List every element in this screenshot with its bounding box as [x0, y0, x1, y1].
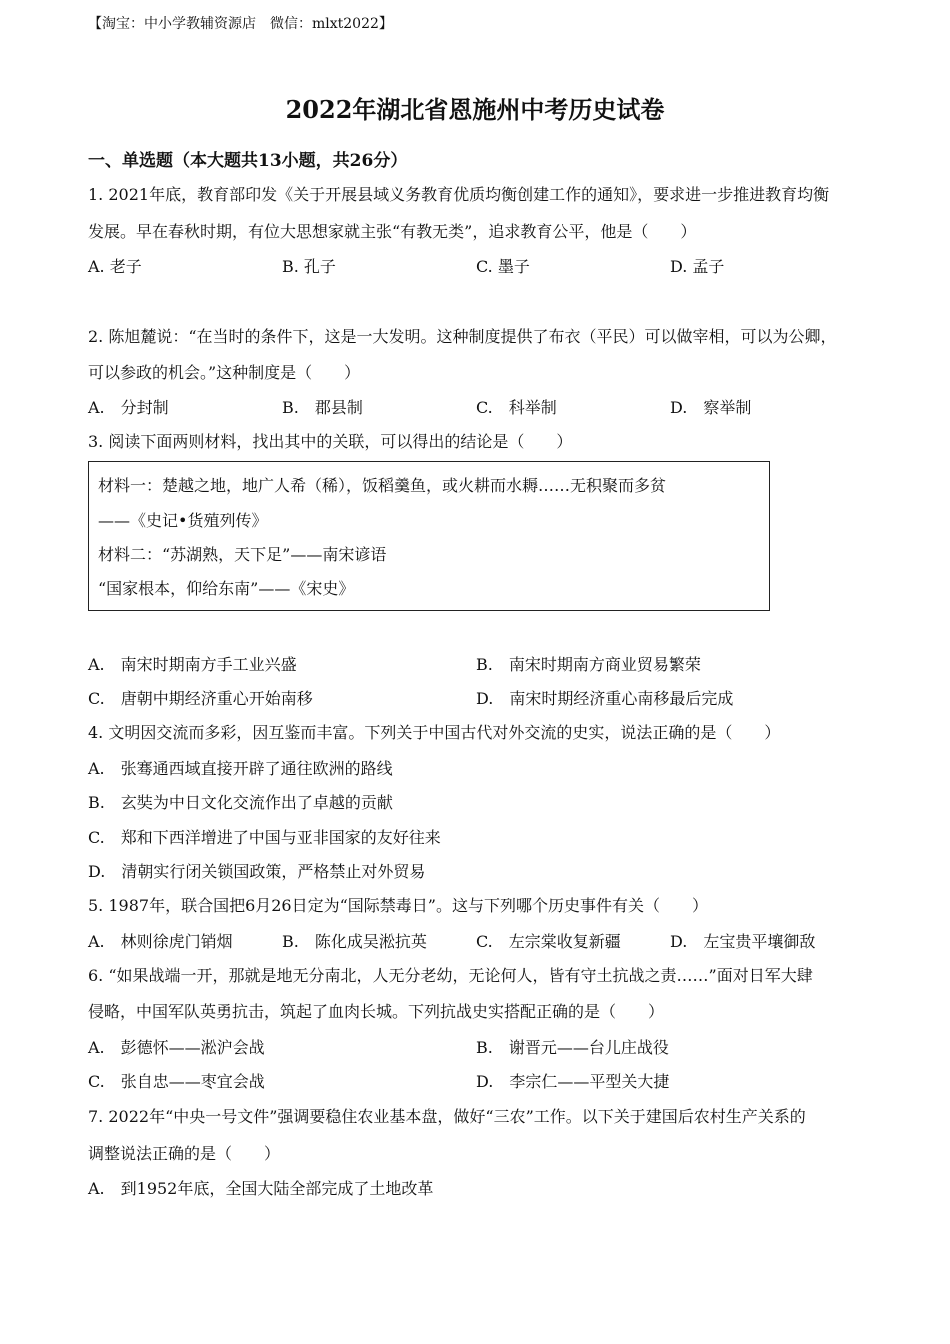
q2-option-d[interactable]: D. 察举制: [670, 398, 752, 417]
q1-stem-line-1: 1. 2021年底，教育部印发《关于开展县域义务教育优质均衡创建工作的通知》，要求进一步推进教育均衡: [88, 185, 830, 204]
q7-stem-line-1: 7. 2022年“中央一号文件”强调要稳住农业基本盘，做好“三农”工作。以下关于建国后农村生产关系的: [88, 1107, 806, 1126]
q5-option-a[interactable]: A. 林则徐虎门销烟: [88, 932, 233, 951]
q7-stem-line-2: 调整说法正确的是（ ）: [88, 1144, 281, 1163]
q1-stem-line-2: 发展。早在春秋时期，有位大思想家就主张“有教无类”，追求教育公平，他是（ ）: [88, 222, 697, 241]
q6-stem-line-2: 侵略，中国军队英勇抗击，筑起了血肉长城。下列抗战史实搭配正确的是（ ）: [88, 1002, 665, 1021]
q5-stem-line-1: 5. 1987年，联合国把6月26日定为“国际禁毒日”。这与下列哪个历史事件有关（ ）: [88, 896, 708, 915]
q7-option-a[interactable]: A. 到1952年底，全国大陆全部完成了土地改革: [88, 1179, 434, 1198]
q5-option-c[interactable]: C. 左宗棠收复新疆: [476, 932, 621, 951]
q3-option-a[interactable]: A. 南宋时期南方手工业兴盛: [88, 655, 297, 674]
q1-option-d[interactable]: D. 孟子: [670, 257, 725, 276]
q6-option-b[interactable]: B. 谢晋元——台儿庄战役: [476, 1038, 669, 1057]
q5-options: [88, 929, 864, 951]
q6-option-d[interactable]: D. 李宗仁——平型关大捷: [476, 1072, 670, 1091]
q2-option-a[interactable]: A. 分封制: [88, 398, 169, 417]
q3-options-row-2: [88, 686, 864, 708]
section-heading: 一、单选题（本大题共13小题，共26分）: [88, 151, 408, 171]
q4-option-c[interactable]: C. 郑和下西洋增进了中国与亚非国家的友好往来: [88, 828, 441, 847]
q1-option-b[interactable]: B. 孔子: [282, 257, 336, 276]
q3-material-line-4: “国家根本，仰给东南”——《宋史》: [98, 579, 355, 598]
header-note: 【淘宝：中小学教辅资源店 微信：mlxt2022】: [88, 16, 393, 32]
q2-options: [88, 395, 864, 417]
q6-stem-line-1: 6. “如果战端一开，那就是地无分南北，人无分老幼，无论何人，皆有守土抗战之责……”面对日军大肆: [88, 966, 813, 985]
q1-options: [88, 254, 864, 276]
q4-option-b[interactable]: B. 玄奘为中日文化交流作出了卓越的贡献: [88, 793, 393, 812]
q4-stem-line-1: 4. 文明因交流而多彩，因互鉴而丰富。下列关于中国古代对外交流的史实，说法正确的是（ ）: [88, 723, 781, 742]
q3-material-box: [88, 461, 770, 611]
q3-option-c[interactable]: C. 唐朝中期经济重心开始南移: [88, 689, 313, 708]
q5-option-b[interactable]: B. 陈化成吴淞抗英: [282, 932, 427, 951]
q5-option-d[interactable]: D. 左宝贵平壤御敌: [670, 932, 816, 951]
q4-option-d[interactable]: D. 清朝实行闭关锁国政策，严格禁止对外贸易: [88, 862, 426, 881]
q6-option-c[interactable]: C. 张自忠——枣宜会战: [88, 1072, 265, 1091]
q3-options-row-1: [88, 652, 864, 674]
q3-stem-line-1: 3. 阅读下面两则材料，找出其中的关联，可以得出的结论是（ ）: [88, 432, 573, 451]
q3-material-line-1: 材料一：楚越之地，地广人希（稀），饭稻羹鱼，或火耕而水耨……无积聚而多贫: [98, 476, 667, 495]
q2-stem-line-1: 2. 陈旭麓说：“在当时的条件下，这是一大发明。这种制度提供了布衣（平民）可以做宰相，可以为公卿，: [88, 327, 837, 346]
q4-option-a[interactable]: A. 张骞通西域直接开辟了通往欧洲的路线: [88, 759, 393, 778]
q2-stem-line-2: 可以参政的机会。”这种制度是（ ）: [88, 363, 361, 382]
q6-options-row-1: [88, 1035, 864, 1057]
q3-material-line-3: 材料二：“苏湖熟，天下足”——南宋谚语: [98, 545, 387, 564]
q2-option-b[interactable]: B. 郡县制: [282, 398, 363, 417]
page-title: 2022年湖北省恩施州中考历史试卷: [285, 95, 665, 124]
q3-option-b[interactable]: B. 南宋时期南方商业贸易繁荣: [476, 655, 701, 674]
q3-material-line-2: ——《史记•货殖列传》: [98, 511, 268, 530]
q1-option-c[interactable]: C. 墨子: [476, 257, 530, 276]
q6-options-row-2: [88, 1069, 864, 1091]
q3-option-d[interactable]: D. 南宋时期经济重心南移最后完成: [476, 689, 734, 708]
q2-option-c[interactable]: C. 科举制: [476, 398, 557, 417]
q1-option-a[interactable]: A. 老子: [88, 257, 142, 276]
q6-option-a[interactable]: A. 彭德怀——淞沪会战: [88, 1038, 265, 1057]
